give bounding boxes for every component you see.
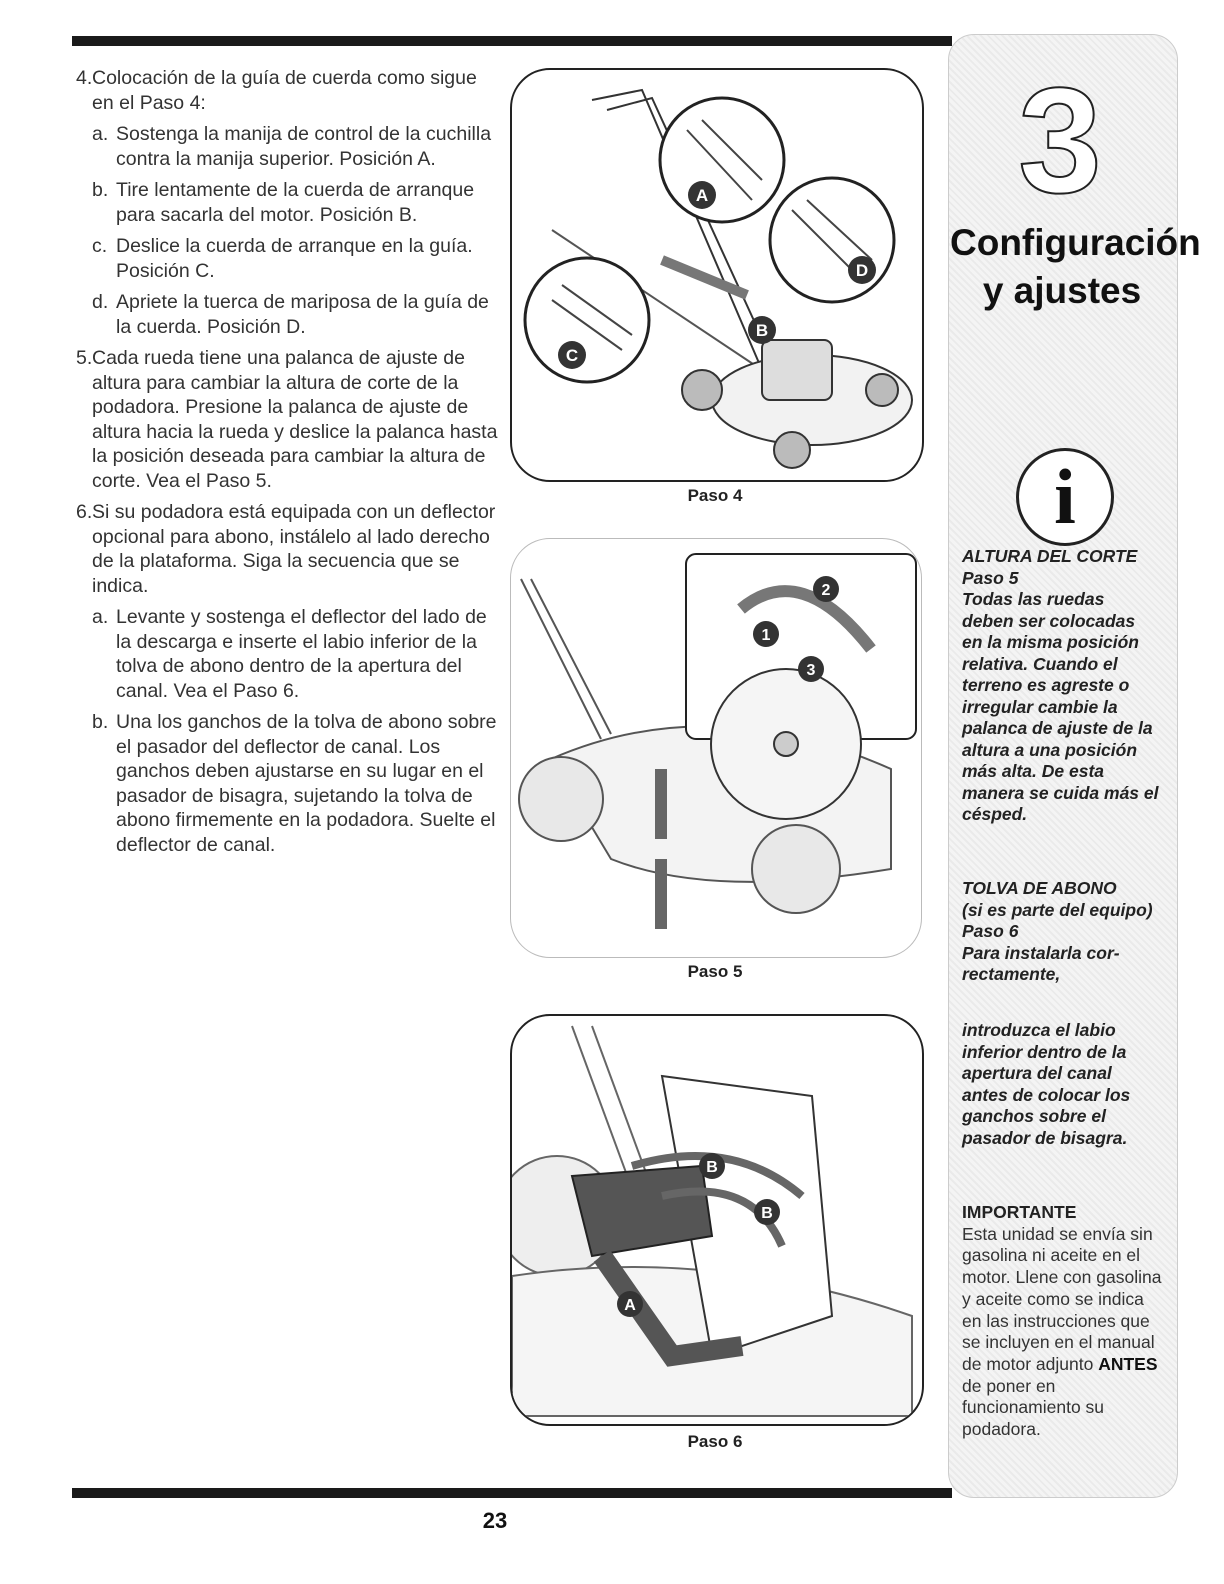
substep-6a: [92, 605, 498, 703]
important-line: se incluyen en el manual: [962, 1332, 1155, 1353]
step-6: [68, 500, 498, 857]
substep-text: Deslice la cuerda de arranque en la guía. Posición C.: [116, 235, 473, 282]
important-line: y aceite como se indica: [962, 1288, 1144, 1309]
substep-text: Levante y sostenga el deflector del lado de la descarga e inserte el labio inferior de la tolva de abono dentro de la apertura del canal. Vea el Paso 6.: [116, 606, 487, 702]
substep-4a: [92, 122, 498, 171]
important-line: en las instrucciones que: [962, 1310, 1150, 1331]
note-line: ganchos sobre el: [962, 1106, 1106, 1126]
mower-rope-guide-illustration: [512, 70, 922, 480]
label-1: 1: [761, 627, 771, 644]
chapter-title-line-2: y ajustes: [982, 270, 1142, 311]
label-3: 3: [806, 662, 816, 679]
note-line: deben ser colocadas: [962, 610, 1136, 631]
detail-circle-c: [525, 258, 649, 382]
figure-paso-4: [510, 68, 924, 482]
note-line: Paso 6: [962, 921, 1019, 941]
note-line: palanca de ajuste de la: [962, 718, 1153, 738]
important-heading: IMPORTANTE: [962, 1202, 1077, 1222]
note-line: introduzca el labio: [962, 1020, 1116, 1040]
important-line: motor. Llene con gasolina: [962, 1267, 1162, 1288]
important-line: Esta unidad se envía sin: [962, 1223, 1153, 1244]
label-b: B: [755, 321, 769, 340]
important-line: gasolina ni aceite en el: [962, 1245, 1141, 1266]
note-line: césped.: [962, 804, 1028, 824]
note-heading: ALTURA DEL CORTE: [962, 546, 1138, 566]
info-icon: i: [1016, 448, 1114, 546]
step-5: [68, 346, 498, 493]
chapter-number: 3: [1018, 56, 1102, 224]
label-b-1: B: [706, 1159, 718, 1176]
label-c: C: [565, 346, 579, 365]
top-rule: [72, 36, 952, 46]
substep-4d: [92, 290, 498, 339]
substep-number: a.: [92, 123, 109, 145]
note-line: relativa. Cuando el: [962, 653, 1118, 674]
note-line: más alta. De esta: [962, 761, 1105, 781]
note-line: Para instalarla cor-: [962, 942, 1120, 963]
important-notice: [962, 1202, 1174, 1441]
substep-number: c.: [92, 235, 108, 257]
note-line: manera se cuida más el: [962, 782, 1159, 803]
caption-paso-4: Paso 4: [687, 486, 743, 505]
caption-paso-5: Paso 5: [687, 962, 743, 981]
substep-text: Sostenga la manija de control de la cuchilla contra la manija superior. Posición A.: [116, 123, 492, 170]
important-text: de motor adjunto: [962, 1353, 1099, 1374]
note-line: (si es parte del equipo): [962, 899, 1153, 920]
substep-text: Tire lentamente de la cuerda de arranque para sacarla del motor. Posición B.: [116, 179, 475, 226]
step-4: [68, 66, 498, 339]
substep-number: d.: [92, 291, 109, 313]
label-b-2: B: [761, 1205, 773, 1222]
note-heading: TOLVA DE ABONO: [962, 878, 1117, 898]
substep-4c: [92, 234, 498, 283]
note-line: apertura del canal: [962, 1063, 1112, 1083]
substep-text: Una los ganchos de la tolva de abono sobre el pasador del deflector de canal. Los ganchos deben ajustarse en su lugar en el pasador de bisagra, sujetando la tolva de abono firmemente en la podadora. Suelte el deflector de canal.: [116, 711, 497, 856]
figure-paso-6: [510, 1014, 924, 1426]
note-line: terreno es agreste o: [962, 675, 1130, 695]
step-number: 4.: [76, 67, 93, 89]
note-line: Paso 5: [962, 567, 1019, 588]
substep-6b: [92, 710, 498, 857]
note-line: inferior dentro de la: [962, 1041, 1127, 1062]
note-tolva-de-abono: [962, 878, 1174, 986]
chapter-title-line-1: Configuración: [950, 222, 1201, 263]
figure-paso-5: [510, 538, 922, 958]
label-2: 2: [821, 582, 831, 599]
important-line: [962, 1354, 1174, 1376]
step-number: 6.: [76, 501, 93, 523]
detail-circle-d: [770, 178, 894, 302]
important-line: de poner en: [962, 1375, 1056, 1396]
substep-number: b.: [92, 711, 109, 733]
substep-number: b.: [92, 179, 109, 201]
bottom-rule: [72, 1488, 952, 1498]
step-text: Si su podadora está equipada con un deflector opcional para abono, instálelo al lado derecho de la plataforma. Siga la secuencia que se indica.: [92, 501, 496, 597]
mulch-chute-illustration: [512, 1016, 922, 1424]
label-d: D: [855, 261, 869, 280]
instruction-steps: [68, 66, 498, 864]
important-line: podadora.: [962, 1419, 1041, 1440]
substep-4b: [92, 178, 498, 227]
note-altura-del-corte: [962, 546, 1174, 826]
page-number: 23: [482, 1508, 508, 1533]
note-continued: [962, 1020, 1174, 1149]
label-a: A: [695, 186, 709, 205]
note-line: altura a una posición: [962, 739, 1138, 760]
note-line: rectamente,: [962, 964, 1061, 984]
note-line: pasador de bisagra.: [962, 1127, 1128, 1148]
substep-text: Apriete la tuerca de mariposa de la guía de la cuerda. Posición D.: [116, 291, 489, 338]
detail-circle-a: [660, 98, 784, 222]
step-number: 5.: [76, 347, 93, 369]
note-line: irregular cambie la: [962, 696, 1118, 717]
step-text: Cada rueda tiene una palanca de ajuste de altura para cambiar la altura de corte de la podadora. Presione la palanca de ajuste de altura hacia la rueda y deslice la palanca hasta la posición deseada para cambiar la altura de corte. Vea el Paso 5.: [92, 347, 498, 492]
note-line: en la misma posición: [962, 632, 1139, 652]
label-a: A: [624, 1297, 636, 1314]
note-line: antes de colocar los: [962, 1084, 1131, 1105]
note-line: Todas las ruedas: [962, 589, 1105, 609]
wheel-height-adjust-illustration: [511, 539, 921, 957]
step-text: Colocación de la guía de cuerda como sigue en el Paso 4:: [92, 67, 477, 114]
caption-paso-6: Paso 6: [687, 1432, 743, 1451]
important-line: funcionamiento su: [962, 1397, 1105, 1418]
substep-number: a.: [92, 606, 109, 628]
important-emphasis: ANTES: [1098, 1353, 1158, 1374]
